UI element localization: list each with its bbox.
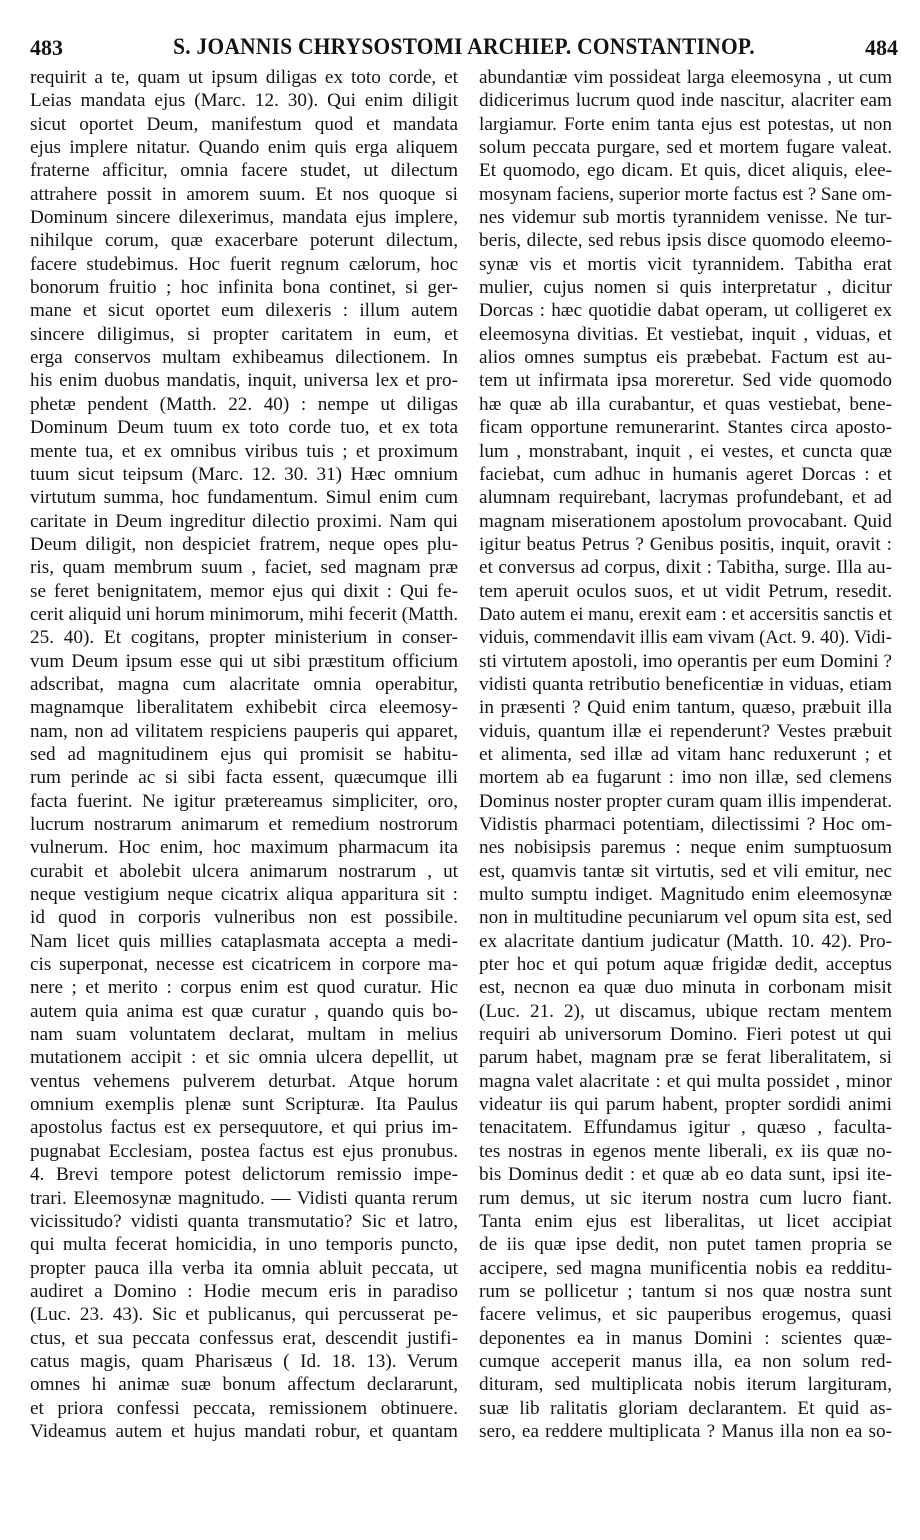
- text-line: cis superponat, necesse est cicatricem in corpore ma-: [30, 954, 458, 976]
- text-line: nere ; et merito : corpus enim est quod curatur. Hic: [30, 977, 458, 999]
- text-line: magna valet alacritate : et qui multa possidet , minor: [479, 1070, 892, 1092]
- text-line: his enim duobus mandatis, inquit, universa lex et pro-: [30, 370, 458, 392]
- text-line: lucrum nostrarum animarum et remedium nostrorum: [30, 814, 458, 835]
- text-line: nihilque corum, quæ exacerbare poterunt dilectum,: [30, 230, 458, 252]
- text-line: Deum diligit, non despiciet fratrem, neque opes plu-: [30, 533, 458, 555]
- text-line: Vidistis pharmaci potentiam, dilectissimi ? Hoc om-: [479, 814, 892, 835]
- text-line: apostolus factus est ex persequutore, et qui prius im-: [30, 1117, 458, 1139]
- text-line: in præsenti ? Quid enim tantum, quæso, præbuit illa: [479, 697, 892, 719]
- text-line: tes nostras in egenos mente liberali, ex iis quæ no-: [479, 1140, 892, 1162]
- text-line: mortem ab ea fugarunt : imo non illæ, sed clemens: [479, 767, 892, 789]
- text-line: Tanta enim ejus est liberalitas, ut licet accipiat: [479, 1210, 892, 1232]
- text-line: adscribat, magna cum alacritate omnia operabitur,: [30, 673, 458, 695]
- text-line: Dominum sincere dilexerimus, mandata ejus implere,: [30, 207, 458, 229]
- text-line: 25. 40). Et cogitans, propter ministerium in conser-: [30, 627, 458, 649]
- text-line: rum perinde ac si sibi facta essent, quæcumque illi: [30, 767, 458, 789]
- text-line: caritate in Deum ingreditur dilectio proximi. Nam qui: [30, 510, 458, 532]
- text-line: nes nobisipsis paremus : neque enim sumptuosum: [479, 837, 892, 859]
- text-line: omnium exemplis plenæ sunt Scripturæ. Ita Paulus: [30, 1094, 458, 1116]
- text-line: ctus, et sua peccata confessus erat, descendit justifi-: [30, 1327, 458, 1349]
- text-line: ex alacritate dantium judicatur (Matth. 10. 42). Pro-: [479, 930, 892, 952]
- text-line: magnamque liberalitatem exhibebit circa eleemosy-: [30, 697, 458, 719]
- text-line: omnes hi animæ suæ bonum affectum declararunt,: [30, 1374, 458, 1396]
- text-line: catus magis, quam Pharisæus ( Id. 18. 13). Verum: [30, 1350, 458, 1372]
- text-line: magnam miserationem apostolum provocabant. Quid: [479, 510, 892, 532]
- text-line: mulier, cujus nomen si quis interpretatur , dicitur: [479, 277, 892, 299]
- text-line: Videamus autem et hujus mandati robur, et quantam: [30, 1420, 458, 1442]
- text-line: solum peccata purgare, sed et mortem fugare valeat.: [479, 137, 892, 159]
- text-line: rum demus, ut sic iterum nostra cum lucro fiant.: [479, 1187, 892, 1209]
- text-line: sero, ea reddere multiplicata ? Manus illa non ea so-: [479, 1420, 892, 1442]
- text-line: autem quia anima est quæ curatur , quando quis bo-: [30, 1000, 458, 1022]
- text-line: rum se pollicetur ; tantum si nos quæ nostra sunt: [479, 1280, 892, 1302]
- text-line: multo sumptu indiget. Magnitudo enim eleemosynæ: [479, 884, 892, 906]
- text-line: sincere diligimus, si propter caritatem in eum, et: [30, 323, 458, 345]
- text-line: est, necnon ea quæ duo minuta in corbonam misit: [479, 977, 892, 999]
- text-line: fraterne afficitur, omnia facere studet, ut dilectum: [30, 160, 458, 182]
- text-line: trari. Eleemosynæ magnitudo. — Vidisti quanta rerum: [30, 1187, 458, 1209]
- right-column: [479, 66, 892, 1443]
- text-line: non in multitudine pecuniarum vel opum sita est, sed: [479, 907, 892, 929]
- text-line: mente tua, et ex omnibus viribus tuis ; et proximum: [30, 440, 458, 462]
- text-line: vum Deum ipsum esse qui ut sibi præstitum officium: [30, 650, 458, 672]
- page-header: [30, 30, 898, 66]
- running-title: S. JOANNIS CHRYSOSTOMI ARCHIEP. CONSTANTINOP.: [173, 34, 755, 59]
- text-line: tem aperuit oculos suos, et ut vidit Petrum, resedit.: [479, 580, 892, 602]
- text-line: facere velimus, et sic pauperibus erogemus, quasi: [479, 1304, 892, 1326]
- text-line: est, quamvis tantæ sit virtutis, sed et vili emitur, nec: [479, 860, 892, 882]
- text-line: dituram, sed multiplicata nobis iterum largituram,: [479, 1374, 892, 1396]
- text-line: igitur beatus Petrus ? Genibus positis, inquit, oravit :: [479, 533, 892, 555]
- text-line: Et quomodo, ego dicam. Et quis, dicet aliquis, elee-: [479, 160, 892, 182]
- text-line: phetæ pendent (Matth. 22. 40) : nempe ut diligas: [30, 393, 458, 415]
- left-column: [30, 66, 458, 1443]
- text-line: virtutum summa, hoc fundamentum. Simul enim cum: [30, 487, 458, 509]
- text-line: vidisti quanta retributio beneficentiæ in viduas, etiam: [479, 673, 892, 695]
- text-line: Dominum Deum tuum ex toto corde tuo, et ex tota: [30, 417, 458, 439]
- text-line: pugnabat Ecclesiam, postea factus est ejus pronubus.: [30, 1140, 458, 1162]
- page-number-right: 484: [865, 35, 898, 60]
- text-line: erga conservos multam exhibeamus dilectionem. In: [30, 347, 458, 369]
- text-line: (Luc. 21. 2), ut discamus, ubique rectam mentem: [479, 1000, 892, 1022]
- text-line: vulnerum. Hoc enim, hoc maximum pharmacum ita: [30, 837, 458, 859]
- text-line: Dato autem ei manu, erexit eam : et accersitis sanctis et: [479, 603, 892, 625]
- text-line: sicut oportet Deum, manifestum quod et mandata: [30, 113, 458, 135]
- text-line: et alimenta, sed illæ ad vitam hanc reduxerunt ; et: [479, 743, 892, 765]
- text-line: sed ad magnitudinem ejus qui promisit se habitu-: [30, 743, 458, 765]
- text-line: pter hoc et qui potum aquæ frigidæ dedit, acceptus: [479, 954, 892, 976]
- text-line: et priora confessi peccata, remissionem obtinuere.: [30, 1397, 458, 1419]
- text-line: Nam licet quis millies cataplasmata accepta a medi-: [30, 930, 458, 952]
- text-line: ventus vehemens pulverem deturbat. Atque horum: [30, 1070, 458, 1092]
- text-line: nam, non ad vilitatem respiciens pauperis qui apparet,: [30, 720, 458, 742]
- text-line: faciebat, cum adhuc in humanis ageret Dorcas : et: [479, 463, 892, 485]
- text-line: id quod in corporis vulneribus non est possibile.: [30, 907, 458, 929]
- text-line: neque vestigium neque cicatrix aliqua apparitura sit :: [30, 884, 458, 906]
- text-line: abundantiæ vim possideat larga eleemosyna , ut cum: [479, 67, 892, 88]
- text-line: curabit et abolebit ulcera animarum nostrarum , ut: [30, 860, 458, 882]
- text-line: mutationem accipit : et sic omnia ulcera depellit, ut: [30, 1047, 458, 1069]
- text-line: mosynam faciens, superior morte factus est ? Sane om-: [479, 183, 892, 205]
- text-line: 4. Brevi tempore potest delictorum remissio impe-: [30, 1164, 458, 1186]
- text-line: mane et sicut oportet eum dilexeris : illum autem: [30, 300, 458, 322]
- text-line: didicerimus lucrum quod inde nascitur, alacriter eam: [479, 90, 892, 112]
- text-line: deponentes ea in manus Domini : scientes quæ-: [479, 1327, 892, 1349]
- text-line: cumque acceperit manus illa, ea non solum red-: [479, 1350, 892, 1372]
- text-line: nes videmur sub mortis tyrannidem venisse. Ne tur-: [479, 207, 892, 229]
- text-line: Dominus noster propter curam quam illis impenderat.: [479, 790, 892, 812]
- text-line: suæ lib ralitatis gloriam declarantem. Et quid as-: [479, 1397, 892, 1419]
- text-line: viduis, commendavit illis eam vivam (Act. 9. 40). Vidi-: [479, 627, 892, 649]
- text-line: audiret a Domino : Hodie mecum eris in paradiso: [30, 1280, 458, 1302]
- text-line: ficam opportune remunerarint. Stantes circa aposto-: [479, 417, 892, 439]
- text-line: hæ quæ ab illa curabantur, et quas vestiebat, bene-: [479, 393, 892, 415]
- text-line: nam suam voluntatem declarat, multam in melius: [30, 1024, 458, 1046]
- text-line: et conversus ad corpus, dixit : Tabitha, surge. Illa au-: [479, 557, 892, 579]
- text-line: tenacitatem. Effundamus igitur , quæso , faculta-: [479, 1117, 892, 1139]
- text-line: eleemosyna divitias. Et vestiebat, inquit , viduas, et: [479, 323, 892, 345]
- text-line: (Luc. 23. 43). Sic et publicanus, qui percusserat pe-: [30, 1304, 458, 1326]
- text-line: synæ vis et mortis vicit tyrannidem. Tabitha erat: [479, 253, 892, 275]
- text-line: accipere, sed magna munificentia nobis ea redditu-: [479, 1257, 892, 1279]
- text-line: facta fuerint. Ne igitur prætereamus simpliciter, oro,: [30, 790, 458, 812]
- text-line: attrahere possit in amorem suum. Et nos quoque si: [30, 183, 458, 205]
- text-line: beris, dilecte, sed rebus ipsis disce quomodo eleemo-: [479, 230, 892, 252]
- text-line: vicissitudo? vidisti quanta transmutatio? Sic et latro,: [30, 1210, 458, 1232]
- text-line: bonorum fruitio ; hoc infinita bona continet, si ger-: [30, 277, 458, 299]
- text-line: cerit aliquid uni horum minimorum, mihi fecerit (Matth.: [30, 603, 458, 625]
- text-line: videatur iis qui parum habent, propter sordidi animi: [479, 1094, 892, 1116]
- text-line: requiri ab universorum Domino. Fieri potest ut qui: [479, 1024, 892, 1046]
- text-line: sti virtutem apostoli, imo operantis per eum Domini ?: [479, 650, 892, 672]
- text-line: tuum sicut teipsum (Marc. 12. 30. 31) Hæc omnium: [30, 463, 458, 485]
- page-number-left: 483: [30, 35, 63, 60]
- text-line: alumnam requirebant, lacrymas profundebant, et ad: [479, 487, 892, 509]
- text-line: lum , monstrabant, inquit , ei vestes, et cuncta quæ: [479, 440, 892, 462]
- text-line: ejus implere nitatur. Quando enim quis erga aliquem: [30, 137, 458, 159]
- text-line: propter pauca illa verba ita omnia abluit peccata, ut: [30, 1257, 458, 1279]
- text-line: tem ut infirmata ipsa moreretur. Sed vide quomodo: [479, 370, 892, 392]
- text-line: se feret benignitatem, memor ejus qui dixit : Qui fe-: [30, 580, 458, 602]
- text-line: largiamur. Forte enim tanta ejus est potestas, ut non: [479, 113, 892, 135]
- text-line: ris, quam membrum suum , faciet, sed magnam præ: [30, 557, 458, 579]
- text-line: Dorcas : hæc quotidie dabat operam, ut colligeret ex: [479, 300, 892, 322]
- text-line: requirit a te, quam ut ipsum diligas ex toto corde, et: [30, 67, 458, 88]
- text-line: facere studebimus. Hoc fuerit regnum cælorum, hoc: [30, 253, 458, 275]
- text-line: viduis, quantum illæ ei rependerunt? Vestes præbuit: [479, 720, 892, 742]
- text-line: bis Dominus dedit : et quæ ab eo data sunt, ipsi ite-: [479, 1164, 892, 1186]
- text-line: de iis quæ ipse dedit, non putet tamen propria se: [479, 1234, 892, 1256]
- text-line: alios omnes sumptus eis præbebat. Factum est au-: [479, 347, 892, 369]
- text-line: parum habet, magnam præ se ferat liberalitatem, si: [479, 1047, 892, 1069]
- text-line: Leias mandata ejus (Marc. 12. 30). Qui enim diligit: [30, 90, 458, 112]
- text-line: qui multa fecerat homicidia, in uno temporis puncto,: [30, 1234, 458, 1256]
